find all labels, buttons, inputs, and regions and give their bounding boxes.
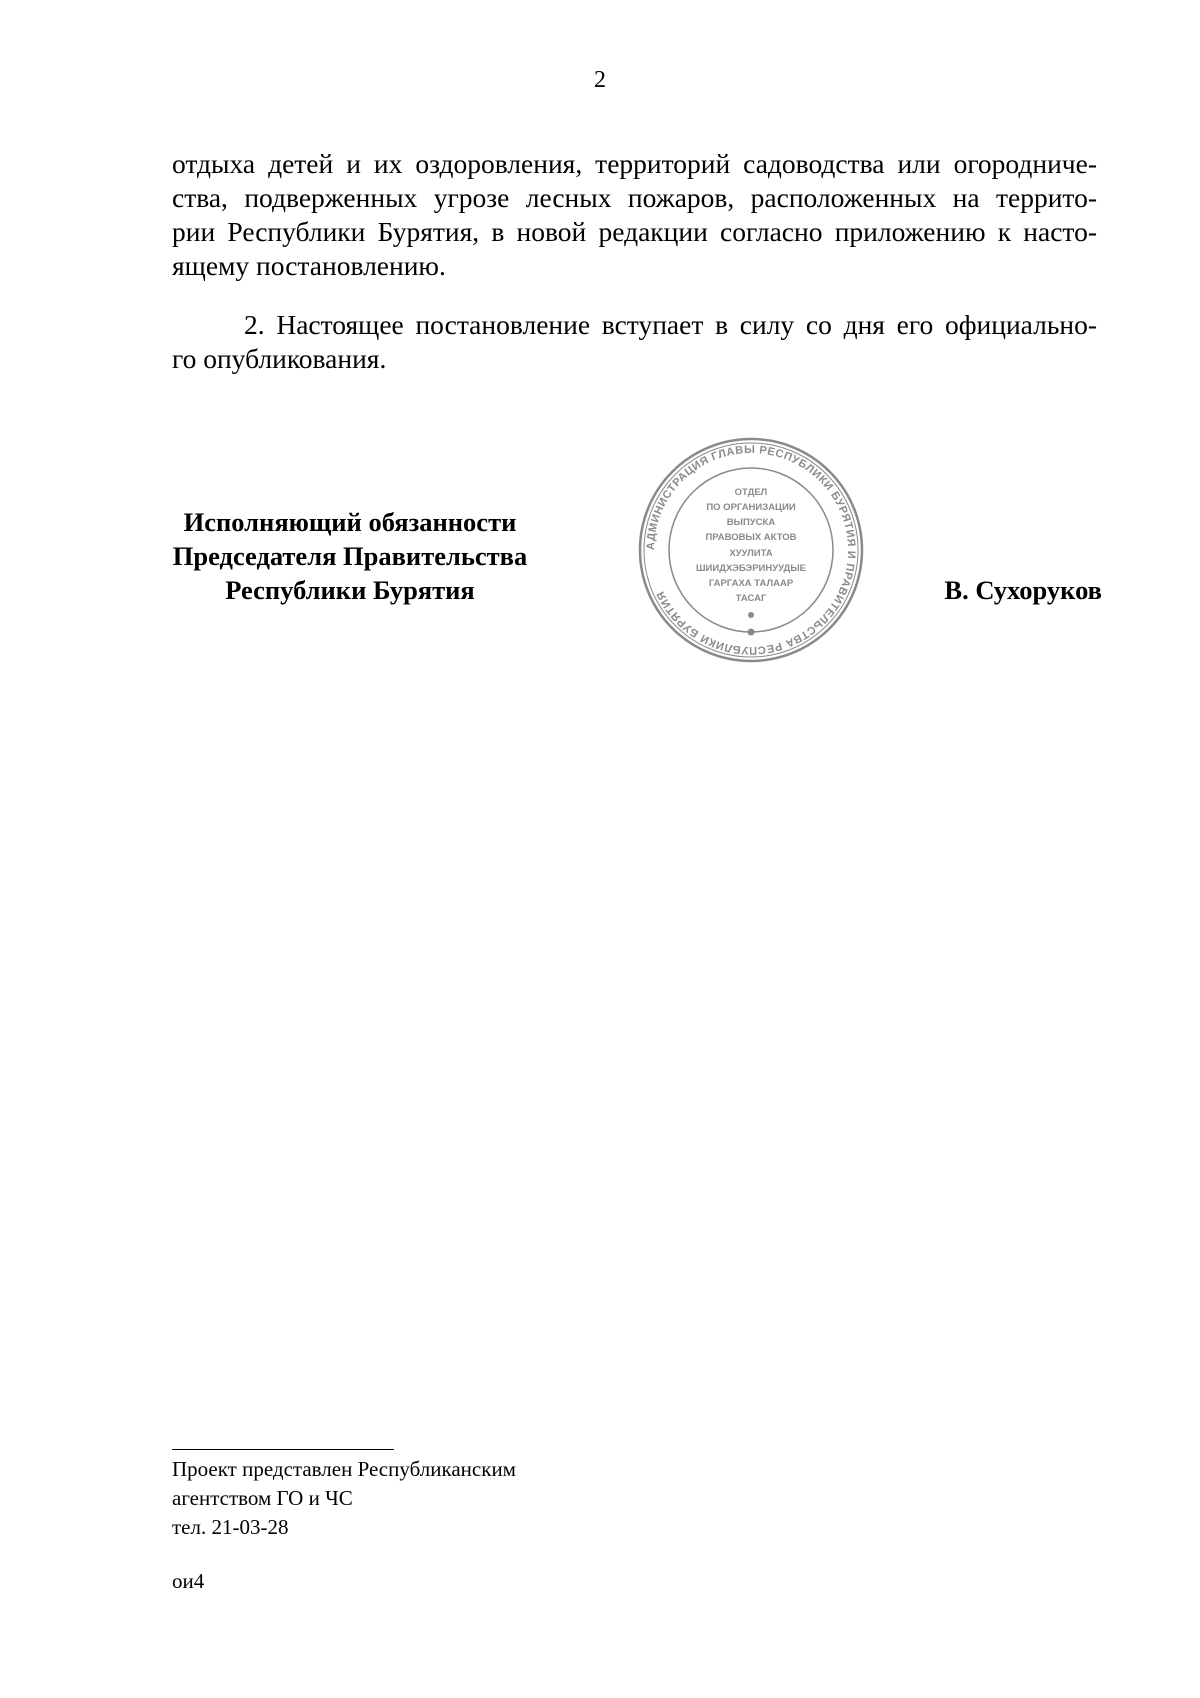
paragraph-1-line: ства, подверженных угрозе лесных пожаров, расположенных на террито- [172, 182, 1097, 213]
stamp-dot-icon [748, 612, 754, 618]
paragraph-1 [172, 147, 1097, 283]
footnote-divider [172, 1449, 394, 1450]
footnote [172, 1455, 516, 1542]
stamp-center-line: ОТДЕЛ [734, 487, 768, 498]
stamp-center-line: ВЫПУСКА [726, 517, 776, 528]
signatory-name: В. Сухоруков [944, 575, 1102, 605]
signatory-position [140, 505, 560, 607]
stamp-center-line: ШИИДХЭБЭРИНУУДЫЕ [696, 563, 806, 574]
stamp-center-line: ГАРГАХА ТАЛААР [708, 578, 794, 589]
paragraph-1-line: отдыха детей и их оздоровления, территорий садоводства или огородниче- [172, 148, 1097, 179]
signatory-position-line: Председателя Правительства [172, 541, 528, 571]
paragraph-2-line: го опубликования. [172, 343, 387, 374]
page-number: 2 [594, 67, 606, 93]
stamp-center-line: ПО ОРГАНИЗАЦИИ [706, 502, 796, 513]
signatory-position-line: Исполняющий обязанности [183, 507, 517, 537]
stamp-emblem-icon [748, 629, 755, 636]
stamp-ring-text: АДМИНИСТРАЦИЯ ГЛАВЫ РЕСПУБЛИКИ БУРЯТИЯ И ПРАВИТЕЛЬСТВА РЕСПУБЛИКИ БУРЯТИЯ [644, 443, 858, 657]
official-seal-stamp [636, 435, 866, 665]
footnote-line: Проект представлен Республиканским [172, 1457, 516, 1481]
signatory-position-line: Республики Бурятия [225, 575, 475, 605]
stamp-center-line: ТАСАГ [735, 593, 767, 604]
footnote-line: тел. 21-03-28 [172, 1515, 289, 1539]
paragraph-1-line: ящему постановлению. [172, 250, 446, 281]
paragraph-2 [172, 308, 1097, 376]
document-code: ои4 [172, 1569, 205, 1593]
stamp-center-line: ПРАВОВЫХ АКТОВ [705, 532, 797, 543]
stamp-center-line: ХУУЛИТА [729, 548, 773, 559]
footnote-line: агентством ГО и ЧС [172, 1486, 353, 1510]
paragraph-2-line: 2. Настоящее постановление вступает в силу со дня его официально- [244, 309, 1097, 340]
paragraph-1-line: рии Республики Бурятия, в новой редакции согласно приложению к насто- [172, 216, 1097, 247]
